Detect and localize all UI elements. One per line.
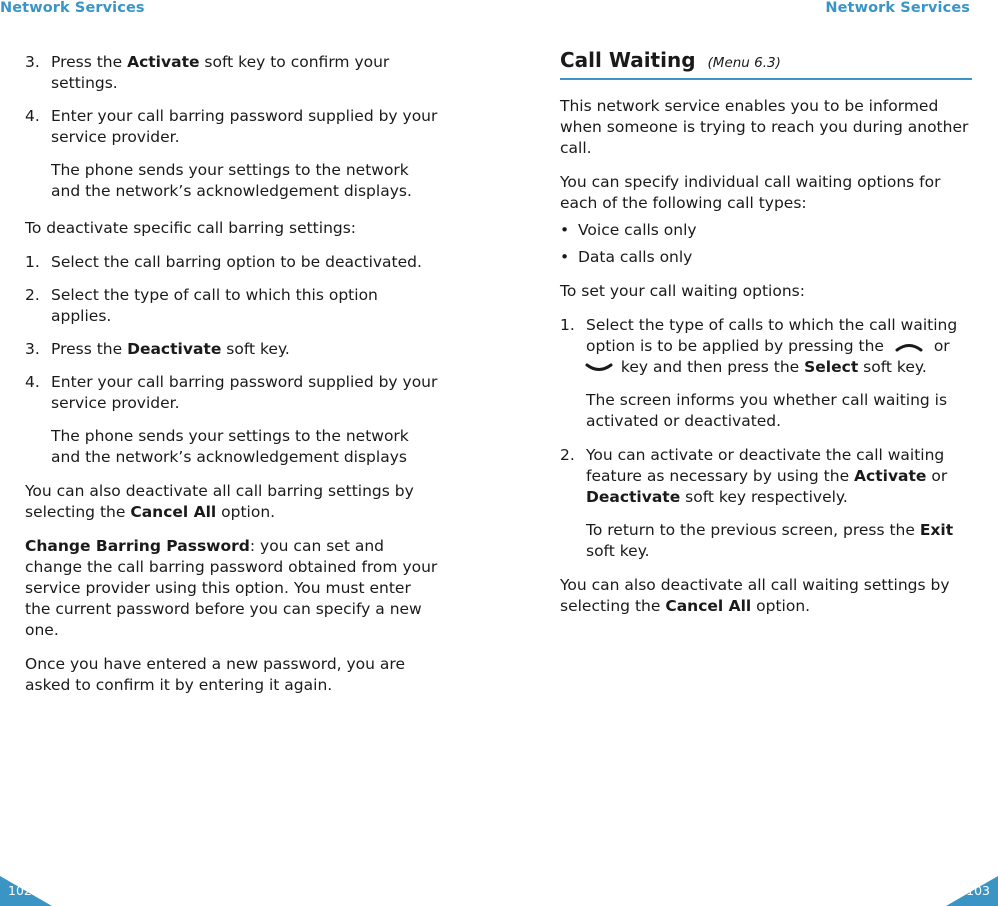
page-number-tab-left [0,876,52,906]
left-page-column [25,52,440,709]
select-softkey-label: Select [804,358,859,376]
cancel-all-waiting-paragraph: You can also deactivate all call waiting settings by selecting the Cancel All option. [560,576,950,615]
deactivate-step-4: 4. Enter your call barring password supplied by your service provider. [25,373,438,412]
confirm-password-paragraph: Once you have entered a new password, you are asked to confirm it by entering it again. [25,655,405,694]
page-number-right: 103 [966,883,990,898]
nav-up-key-icon [889,336,929,357]
deactivate-step-1: 1. Select the call barring option to be deactivated. [25,253,422,271]
running-header-right: Network Services [825,0,970,16]
change-password-paragraph: Change Barring Password: you can set and change the call barring password obtained from your service provider using this option. You must enter the current password before you can specify a new one. [25,537,438,639]
status-informs-note: The screen informs you whether call waiting is activated or deactivated. [586,391,948,430]
call-type-list [560,220,972,268]
exit-note: To return to the previous screen, press the Exit soft key. [586,521,954,560]
exit-softkey-label: Exit [919,521,954,539]
step-3-activate: 3. Press the Activate soft key to confirm your settings. [25,53,390,92]
deactivate-step-3: 3. Press the Deactivate soft key. [25,340,290,358]
deactivate-acknowledgement-note: The phone sends your settings to the network and the network’s acknowledgement displays [51,427,409,466]
list-item: • Voice calls only [560,221,697,239]
call-types-intro: You can specify individual call waiting options for each of the following call types: [560,173,941,212]
running-header-left: Network Services [0,0,145,16]
right-page-column [560,48,972,630]
waiting-step-2: 2. You can activate or deactivate the call waiting feature as necessary by using the Activate or Deactivate soft key respectively. [560,446,948,506]
change-password-term: Change Barring Password [25,537,250,555]
section-title: Call Waiting [560,48,696,72]
acknowledgement-note: The phone sends your settings to the network and the network’s acknowledgement displays. [51,161,412,200]
deactivate-softkey-label: Deactivate [127,340,222,358]
page-number-tab-right [946,876,998,906]
section-title-row [560,50,972,80]
deactivate-step-2: 2. Select the type of call to which this option applies. [25,286,378,325]
set-options-intro: To set your call waiting options: [560,282,805,300]
step-4-enter-password: 4. Enter your call barring password supplied by your service provider. [25,107,438,146]
waiting-step-1: 1. Select the type of calls to which the call waiting option is to be applied by pressing the or key and then press the Select soft key. [560,316,958,376]
menu-reference: (Menu 6.3) [707,55,781,71]
nav-down-key-icon [582,357,616,378]
activate-softkey-label: Activate [127,53,200,71]
deactivate-softkey-label: Deactivate [586,488,681,506]
page-number-left: 102 [8,883,32,898]
list-item: • Data calls only [560,248,693,266]
call-waiting-intro: This network service enables you to be informed when someone is trying to reach you during another call. [560,97,969,157]
cancel-all-barring-paragraph: You can also deactivate all call barring settings by selecting the Cancel All option. [25,482,414,521]
activate-softkey-label: Activate [854,467,927,485]
deactivate-intro: To deactivate specific call barring settings: [25,219,357,237]
